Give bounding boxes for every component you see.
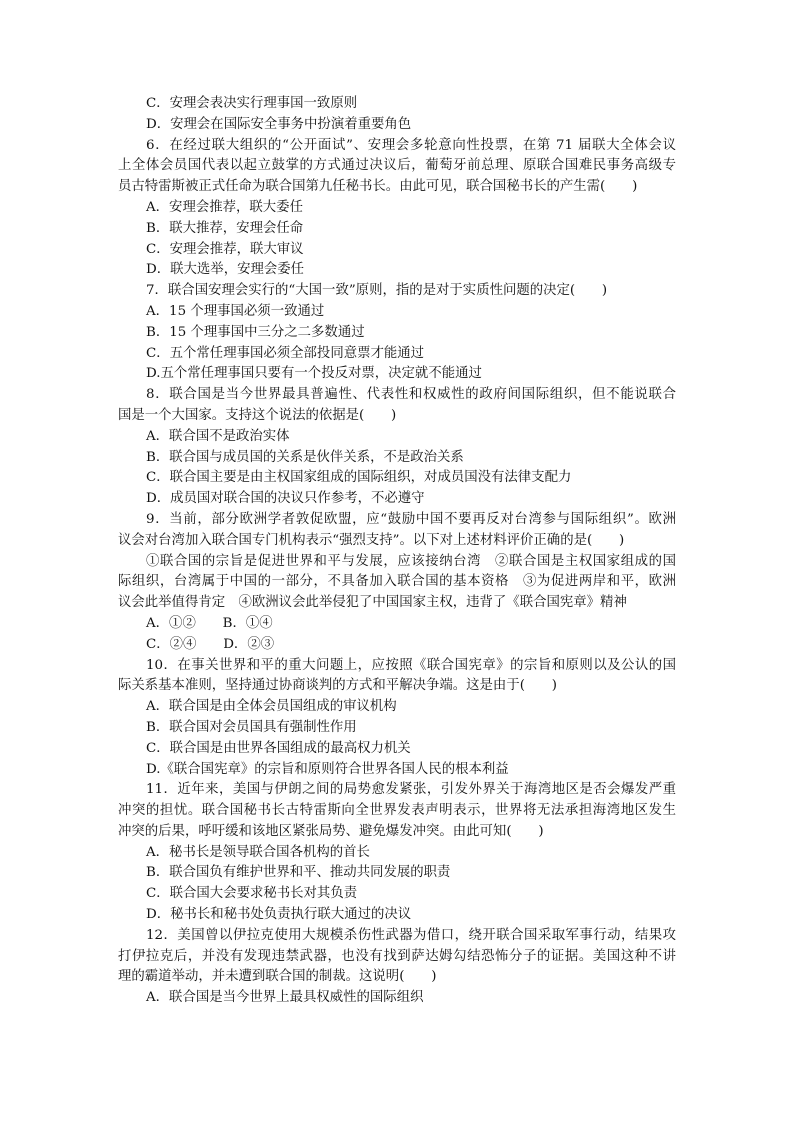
text-line: 理的霸道举动，并未遭到联合国的制裁。这说明( ) xyxy=(118,969,437,985)
text-line: 12．美国曾以伊拉克使用大规模杀伤性武器为借口，绕开联合国采取军事行动，结果攻 xyxy=(146,927,676,943)
text-line: A．联合国不是政治实体 xyxy=(146,428,290,444)
text-line: 7．联合国安理会实行的“大国一致”原则，指的是对于实质性问题的决定( ) xyxy=(146,283,608,299)
text-line: D.《联合国宪章》的宗旨和原则符合世界各国人民的根本利益 xyxy=(146,761,509,777)
text-line: C．五个常任理事国必须全部投同意票才能通过 xyxy=(146,345,425,361)
text-line: A．安理会推荐，联大委任 xyxy=(146,199,303,215)
text-line: 打伊拉克后，并没有发现违禁武器，也没有找到萨达姆勾结恐怖分子的证据。美国这种不讲 xyxy=(118,948,676,964)
text-line: D．成员国对联合国的决议只作参考，不必遵守 xyxy=(146,491,425,507)
text-line: 6．在经过联大组织的“公开面试”、安理会多轮意向性投票，在第 71 届联大全体会议 xyxy=(146,137,676,153)
text-line: 员古特雷斯被正式任命为联合国第九任秘书长。由此可见，联合国秘书长的产生需( ) xyxy=(118,179,638,195)
text-line: C．联合国主要是由主权国家组成的国际组织，对成员国没有法律支配力 xyxy=(146,470,572,486)
text-line: C．②④ D．②③ xyxy=(146,636,275,652)
text-line: 际关系基本准则，坚持通过协商谈判的方式和平解决争端。这是由于( ) xyxy=(118,678,557,694)
text-line: C．联合国大会要求秘书长对其负责 xyxy=(146,886,358,902)
text-line: C．安理会推荐，联大审议 xyxy=(146,241,304,257)
text-line: C．安理会表决实行理事国一致原则 xyxy=(146,96,358,111)
text-line: B．联大推荐，安理会任命 xyxy=(146,220,304,236)
text-line: B．联合国对会员国具有强制性作用 xyxy=(146,719,357,735)
text-line: 11．近年来，美国与伊朗之间的局势愈发紧张，引发外界关于海湾地区是否会爆发严重 xyxy=(146,782,676,798)
text-line: A．秘书长是领导联合国各机构的首长 xyxy=(146,844,370,860)
text-line: B．联合国与成员国的关系是伙伴关系，不是政治关系 xyxy=(146,449,464,465)
text-line: C．联合国是由世界各国组成的最高权力机关 xyxy=(146,740,411,756)
question-text-block xyxy=(118,94,676,1009)
text-line: D．安理会在国际安全事务中扮演着重要角色 xyxy=(146,116,412,132)
text-line: A．①② B．①④ xyxy=(146,615,273,631)
text-line: A．15 个理事国必须一致通过 xyxy=(146,303,325,319)
text-line: D．秘书长和秘书处负责执行联大通过的决议 xyxy=(146,907,412,923)
text-line: 冲突的担忧。联合国秘书长古特雷斯向全世界发表声明表示，世界将无法承担海湾地区发生 xyxy=(118,803,676,819)
text-line: 9．当前，部分欧洲学者敦促欧盟，应“鼓励中国不要再反对台湾参与国际组织”。欧洲 xyxy=(146,511,676,527)
text-line: D．联大选举，安理会委任 xyxy=(146,262,305,278)
text-line: 8．联合国是当今世界最具普遍性、代表性和权威性的政府间国际组织，但不能说联合 xyxy=(146,387,676,403)
text-line: A．联合国是由全体会员国组成的审议机构 xyxy=(146,699,397,715)
text-line: 议会对台湾加入联合国专门机构表示“强烈支持”。以下对上述材料评价正确的是( ) xyxy=(118,532,625,548)
text-line: A．联合国是当今世界上最具权威性的国际组织 xyxy=(146,990,424,1006)
text-line: 10．在事关世界和平的重大问题上，应按照《联合国宪章》的宗旨和原则以及公认的国 xyxy=(146,657,676,673)
text-line: ①联合国的宗旨是促进世界和平与发展，应该接纳台湾 ②联合国是主权国家组成的国 xyxy=(146,553,676,569)
text-line: 国是一个大国家。支持这个说法的依据是( ) xyxy=(118,407,397,423)
text-line: 冲突的后果，呼吁缓和该地区紧张局势、避免爆发冲突。由此可知( ) xyxy=(118,823,544,839)
text-line: 议会此举值得肯定 ④欧洲议会此举侵犯了中国国家主权，违背了《联合国宪章》精神 xyxy=(118,595,627,611)
text-line: D.五个常任理事国只要有一个投反对票，决定就不能通过 xyxy=(146,366,482,382)
text-line: B．15 个理事国中三分之二多数通过 xyxy=(146,324,365,340)
text-line: 际组织，台湾属于中国的一部分，不具备加入联合国的基本资格 ③为促进两岸和平，欧洲 xyxy=(118,574,676,590)
text-line: B．联合国负有维护世界和平、推动共同发展的职责 xyxy=(146,865,451,881)
text-line: 上全体会员国代表以起立鼓掌的方式通过决议后，葡萄牙前总理、原联合国难民事务高级专 xyxy=(118,158,676,174)
